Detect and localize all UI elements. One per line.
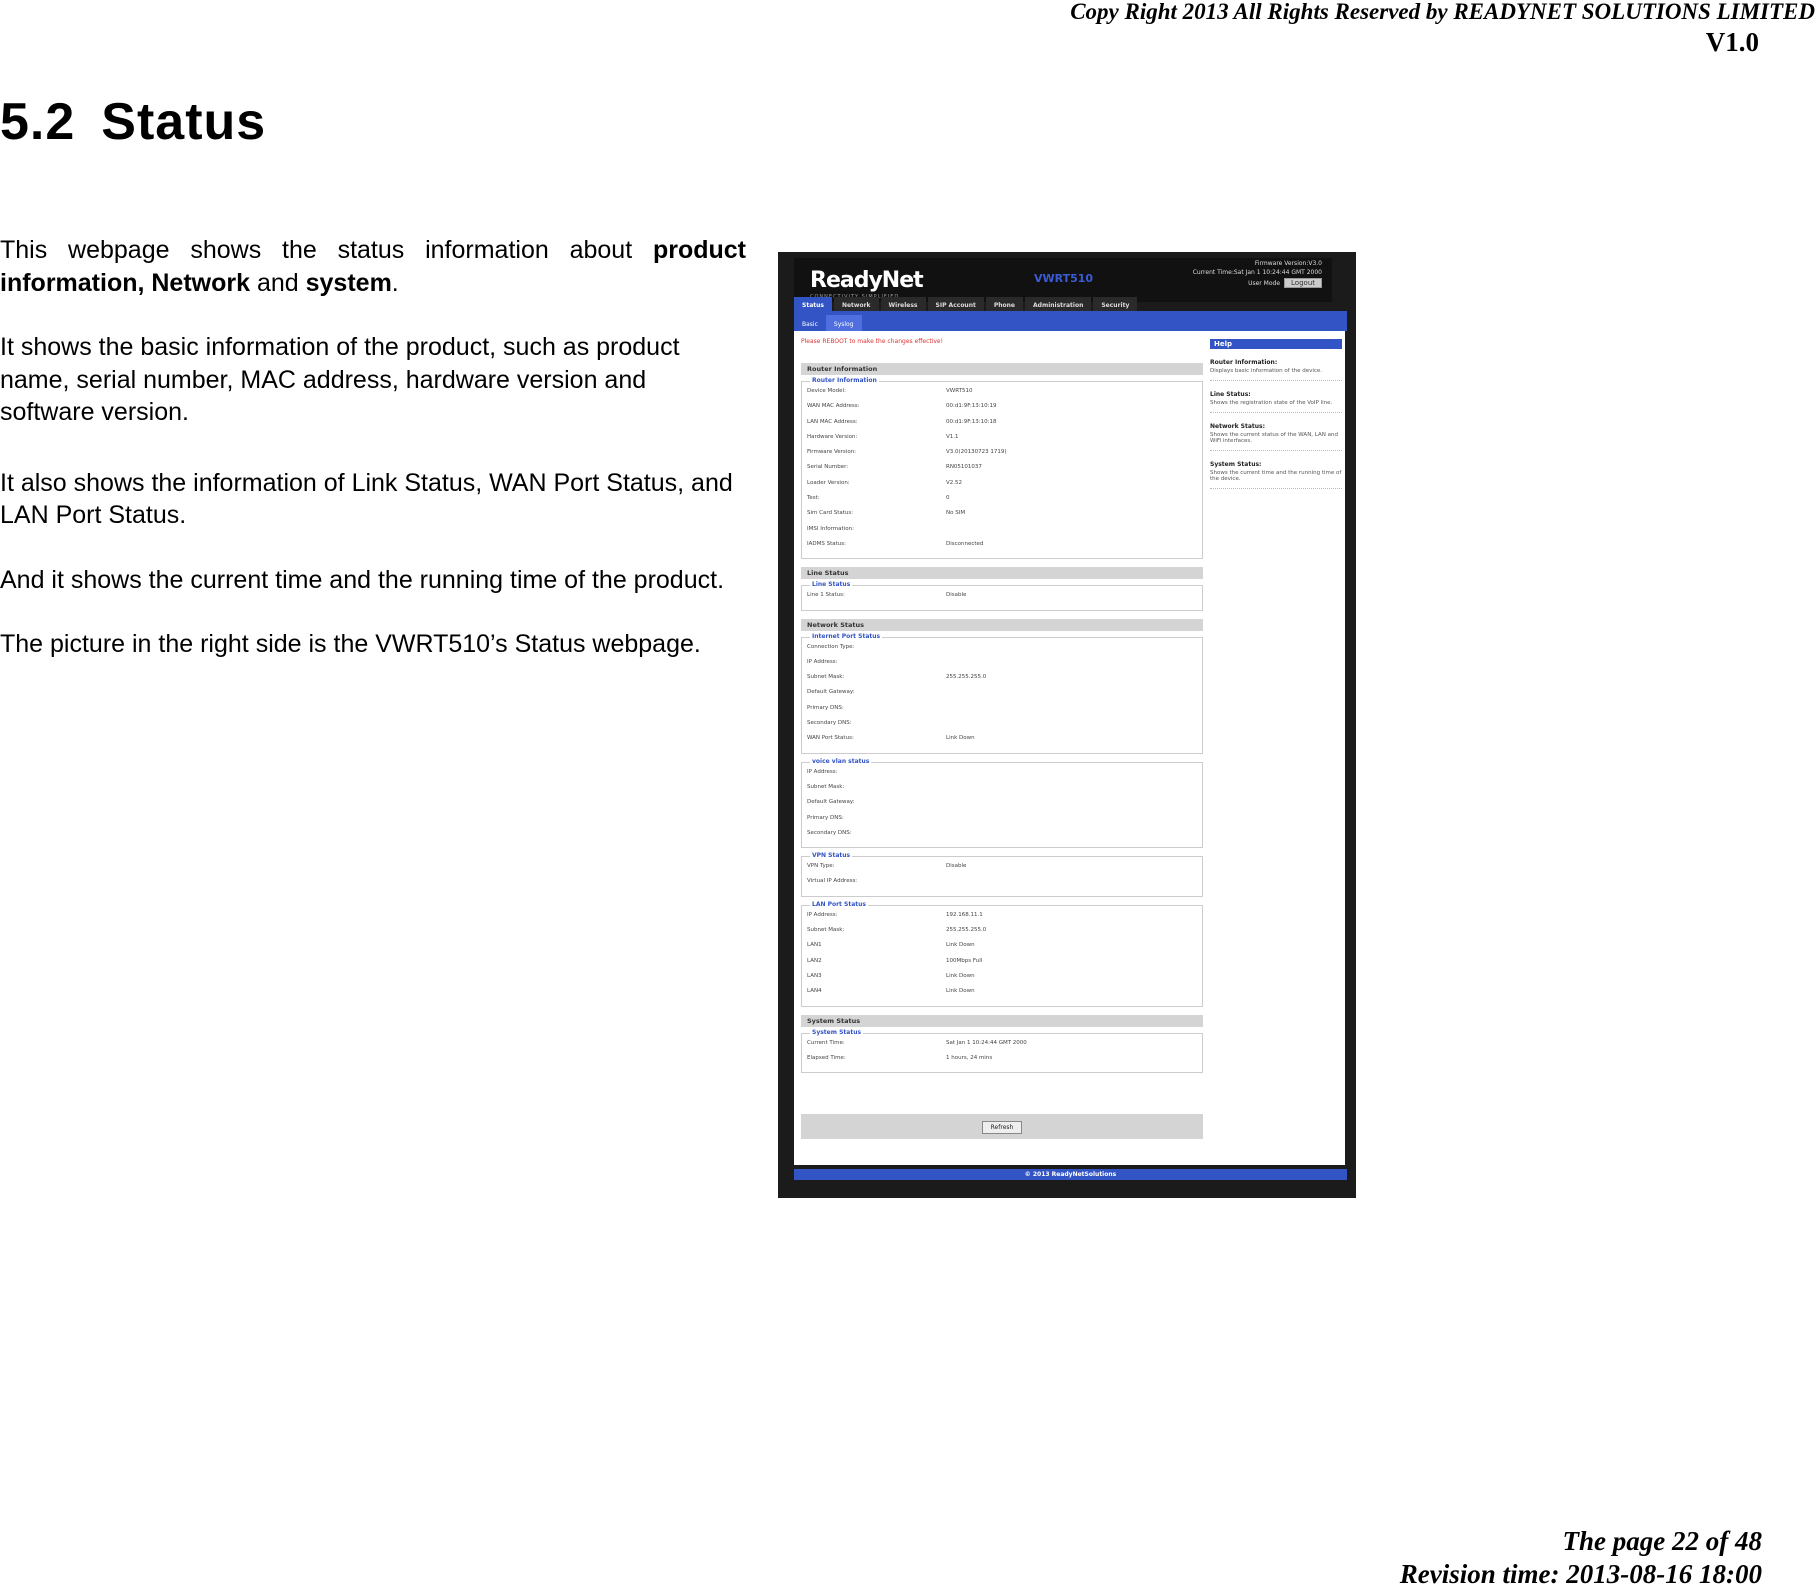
row-label: Connection Type: bbox=[807, 643, 855, 650]
status-screenshot bbox=[778, 252, 1356, 1198]
status-row bbox=[802, 689, 1202, 704]
paragraph-1 bbox=[0, 234, 746, 299]
row-value: Link Down bbox=[946, 735, 975, 742]
status-group bbox=[801, 852, 1203, 897]
help-item bbox=[1210, 461, 1342, 489]
help-item-text: Shows the current time and the running time of the device. bbox=[1210, 470, 1342, 482]
help-item-text: Shows the registration state of the VoIP line. bbox=[1210, 400, 1333, 406]
status-row bbox=[802, 958, 1202, 973]
version-label: V1.0 bbox=[1705, 27, 1759, 57]
body-text bbox=[0, 234, 746, 693]
status-row bbox=[802, 541, 1202, 556]
group-legend: VPN Status bbox=[812, 852, 851, 860]
section-title: Status bbox=[101, 93, 267, 151]
status-row bbox=[802, 830, 1202, 845]
subtab-basic[interactable]: Basic bbox=[802, 321, 818, 328]
row-label: WAN MAC Address: bbox=[807, 403, 860, 410]
help-item-title: Router Information: bbox=[1210, 359, 1278, 366]
status-row bbox=[802, 449, 1202, 464]
row-label: LAN2 bbox=[807, 957, 822, 964]
row-value: V3.0(20130723 1719) bbox=[946, 449, 1007, 456]
row-value: VWRT510 bbox=[946, 388, 973, 394]
row-value: 00:d1:9F:13:10:19 bbox=[946, 403, 997, 410]
row-label: LAN4 bbox=[807, 988, 822, 995]
help-item bbox=[1210, 359, 1342, 381]
status-row bbox=[802, 403, 1202, 418]
status-row bbox=[802, 659, 1202, 674]
section-heading bbox=[0, 92, 266, 152]
row-value: 100Mbps Full bbox=[946, 957, 983, 964]
status-row bbox=[802, 434, 1202, 449]
row-value: 255.255.255.0 bbox=[946, 674, 987, 681]
status-row bbox=[802, 863, 1202, 878]
p1-text: This webpage shows the status information about bbox=[0, 236, 653, 264]
help-item bbox=[1210, 391, 1342, 413]
row-label: Secondary DNS: bbox=[807, 829, 852, 836]
page-header bbox=[1070, 0, 1815, 58]
status-row bbox=[802, 927, 1202, 942]
reboot-warning: Please REBOOT to make the changes effective! bbox=[801, 338, 944, 345]
tab-sip-account[interactable]: SIP Account bbox=[928, 297, 984, 314]
status-row bbox=[802, 878, 1202, 893]
row-label: Serial Number: bbox=[807, 464, 849, 471]
group-legend: Internet Port Status bbox=[812, 632, 881, 640]
p1-bold-2: system bbox=[305, 268, 392, 297]
status-row bbox=[802, 388, 1202, 403]
row-label: Elapsed Time: bbox=[807, 1054, 846, 1061]
p1-bold-1: product information, Network bbox=[0, 236, 746, 297]
group-legend: LAN Port Status bbox=[812, 900, 866, 908]
help-title: Help bbox=[1210, 339, 1342, 349]
status-row bbox=[802, 1055, 1202, 1070]
row-label: Subnet Mask: bbox=[807, 927, 845, 934]
row-label: Subnet Mask: bbox=[807, 674, 845, 681]
row-label: IP Address: bbox=[807, 768, 838, 775]
section-bar: System Status bbox=[801, 1015, 1203, 1027]
status-row bbox=[802, 720, 1202, 735]
section-bar: Line Status bbox=[801, 567, 1203, 579]
row-label: Firmware Version: bbox=[807, 449, 857, 456]
status-row bbox=[802, 1040, 1202, 1055]
refresh-button[interactable]: Refresh bbox=[982, 1121, 1023, 1134]
readynet-logo: ReadyNet bbox=[810, 268, 923, 293]
row-label: Default Gateway: bbox=[807, 689, 855, 696]
row-value: 192.168.11.1 bbox=[946, 911, 983, 918]
row-label: Device Model: bbox=[807, 388, 846, 394]
status-row bbox=[802, 912, 1202, 927]
row-label: Subnet Mask: bbox=[807, 783, 845, 790]
p1-mid: and bbox=[250, 268, 306, 297]
row-label: Primary DNS: bbox=[807, 704, 844, 711]
status-row bbox=[802, 705, 1202, 720]
firmware-version: Firmware Version:V3.0 bbox=[1254, 260, 1322, 267]
row-value: No SIM bbox=[946, 510, 966, 517]
status-main bbox=[801, 355, 1203, 1081]
group-legend: System Status bbox=[812, 1028, 862, 1036]
row-value: Disable bbox=[946, 592, 967, 599]
paragraph-4: And it shows the current time and the running time of the product. bbox=[0, 565, 725, 594]
status-group bbox=[801, 757, 1203, 848]
status-page bbox=[794, 331, 1345, 1165]
row-label: Default Gateway: bbox=[807, 799, 855, 806]
main-tabs bbox=[794, 292, 1139, 311]
section-bar: Router Information bbox=[801, 363, 1203, 375]
status-row bbox=[802, 644, 1202, 659]
help-item bbox=[1210, 423, 1342, 451]
row-label: Virtual IP Address: bbox=[807, 878, 858, 885]
row-label: LAN MAC Address: bbox=[807, 418, 858, 425]
subtab-syslog[interactable]: Syslog bbox=[826, 315, 862, 334]
user-mode-row bbox=[1248, 278, 1322, 288]
paragraph-2: It shows the basic information of the product, such as product name, serial number, MAC address, hardware version and software version. bbox=[0, 333, 680, 426]
status-row bbox=[802, 769, 1202, 784]
row-value: 00:d1:9F:13:10:18 bbox=[946, 418, 997, 425]
status-row bbox=[802, 592, 1202, 607]
row-value: Disable bbox=[946, 863, 967, 870]
status-group bbox=[801, 1028, 1203, 1074]
user-mode: User Mode bbox=[1248, 280, 1281, 287]
status-row bbox=[802, 495, 1202, 510]
status-row bbox=[802, 526, 1202, 541]
row-label: Line 1 Status: bbox=[807, 592, 845, 599]
row-value: Link Down bbox=[946, 972, 975, 979]
page-footer bbox=[1400, 1525, 1762, 1591]
status-row bbox=[802, 510, 1202, 525]
row-label: IMSI Information: bbox=[807, 525, 854, 532]
row-label: Test: bbox=[807, 495, 820, 502]
refresh-bar bbox=[801, 1114, 1203, 1139]
router-copyright: © 2013 ReadyNetSolutions bbox=[794, 1169, 1347, 1180]
row-label: LAN1 bbox=[807, 942, 822, 949]
help-item-text: Shows the current status of the WAN, LAN and WiFi interfaces. bbox=[1210, 432, 1338, 444]
status-row bbox=[802, 799, 1202, 814]
p1-end: . bbox=[391, 268, 399, 297]
status-row bbox=[802, 464, 1202, 479]
row-value: V2.52 bbox=[946, 479, 963, 486]
section-bar: Network Status bbox=[801, 619, 1203, 631]
row-label: IP Address: bbox=[807, 658, 838, 665]
row-label: Primary DNS: bbox=[807, 814, 844, 821]
tab-administration[interactable]: Administration bbox=[1025, 297, 1091, 314]
logout-button[interactable]: Logout bbox=[1284, 278, 1322, 288]
tab-phone[interactable]: Phone bbox=[986, 297, 1023, 314]
help-item-title: Line Status: bbox=[1210, 391, 1251, 398]
row-label: Loader Version: bbox=[807, 479, 850, 486]
row-value: RN05101037 bbox=[946, 464, 982, 471]
row-label: Sim Card Status: bbox=[807, 510, 854, 517]
tab-security[interactable]: Security bbox=[1093, 297, 1137, 314]
copyright-line: Copy Right 2013 All Rights Reserved by READYNET SOLUTIONS LIMITED bbox=[1070, 0, 1815, 24]
status-row bbox=[802, 735, 1202, 750]
page-number: The page 22 of 48 bbox=[1562, 1526, 1762, 1556]
status-group bbox=[801, 377, 1203, 559]
row-value: Sat Jan 1 10:24:44 GMT 2000 bbox=[946, 1039, 1027, 1046]
row-value: Disconnected bbox=[946, 540, 984, 547]
status-row bbox=[802, 815, 1202, 830]
help-item-title: System Status: bbox=[1210, 461, 1262, 468]
tab-status[interactable]: Status bbox=[794, 297, 832, 314]
row-label: IP Address: bbox=[807, 911, 838, 918]
tab-wireless[interactable]: Wireless bbox=[881, 297, 926, 314]
group-legend: Line Status bbox=[812, 581, 851, 589]
row-label: VPN Type: bbox=[807, 863, 835, 870]
tab-network[interactable]: Network bbox=[834, 297, 879, 314]
model-label: VWRT510 bbox=[1034, 272, 1094, 285]
help-item-title: Network Status: bbox=[1210, 423, 1266, 430]
row-label: Hardware Version: bbox=[807, 433, 858, 440]
status-row bbox=[802, 419, 1202, 434]
row-value: V1.1 bbox=[946, 433, 959, 440]
row-value: 0 bbox=[946, 495, 950, 502]
row-value: 255.255.255.0 bbox=[946, 927, 987, 934]
section-number: 5.2 bbox=[0, 93, 76, 151]
status-row bbox=[802, 480, 1202, 495]
row-label: Current Time: bbox=[807, 1039, 845, 1046]
help-item-text: Displays basic information of the device. bbox=[1210, 368, 1323, 374]
row-label: IADMS Status: bbox=[807, 540, 846, 547]
sub-tabs bbox=[794, 311, 1347, 331]
row-label: WAN Port Status: bbox=[807, 735, 854, 742]
row-value: Link Down bbox=[946, 988, 975, 995]
status-row bbox=[802, 784, 1202, 799]
status-row bbox=[802, 973, 1202, 988]
current-time: Current Time:Sat Jan 1 10:24:44 GMT 2000 bbox=[1192, 269, 1322, 276]
paragraph-3: It also shows the information of Link Status, WAN Port Status, and LAN Port Status. bbox=[0, 468, 733, 529]
status-row bbox=[802, 674, 1202, 689]
status-row bbox=[802, 942, 1202, 957]
paragraph-5: The picture in the right side is the VWRT510’s Status webpage. bbox=[0, 630, 701, 658]
status-group bbox=[801, 581, 1203, 610]
row-label: Secondary DNS: bbox=[807, 720, 852, 727]
row-value: 1 hours, 24 mins bbox=[946, 1054, 993, 1061]
status-group bbox=[801, 632, 1203, 754]
group-legend: Router Information bbox=[812, 377, 877, 384]
status-row bbox=[802, 988, 1202, 1003]
row-value: Link Down bbox=[946, 942, 975, 949]
row-label: LAN3 bbox=[807, 972, 822, 979]
group-legend: voice vlan status bbox=[812, 757, 870, 765]
status-group bbox=[801, 900, 1203, 1007]
revision-time: Revision time: 2013-08-16 18:00 bbox=[1399, 1559, 1762, 1589]
help-panel bbox=[1210, 339, 1342, 489]
